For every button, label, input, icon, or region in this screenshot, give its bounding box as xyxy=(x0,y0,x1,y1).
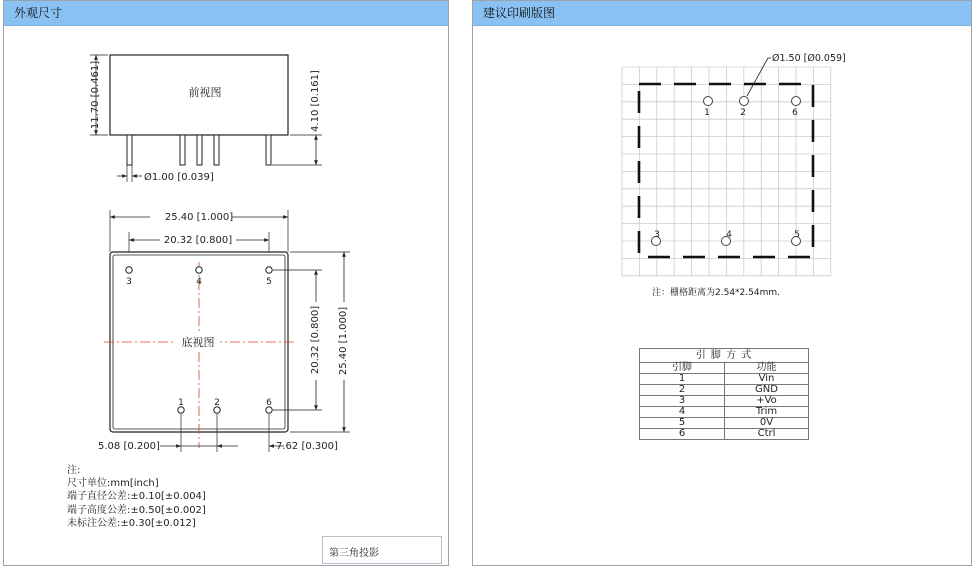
pin-number: 2 xyxy=(640,385,725,396)
front-pin xyxy=(266,135,271,165)
bottom-pin-label: 2 xyxy=(214,398,220,408)
front-pin xyxy=(180,135,185,165)
pin-function: Ctrl xyxy=(725,429,809,440)
pcb-hole-1 xyxy=(704,97,713,106)
note-line: 端子高度公差:±0.50[±0.002] xyxy=(67,504,206,516)
front-view-label: 前视图 xyxy=(188,86,222,99)
bottom-pin-label: 6 xyxy=(266,398,272,408)
bottom-pin-5 xyxy=(266,267,272,273)
front-height-dim: 11.70 [0.461] xyxy=(90,60,101,130)
table-row xyxy=(640,407,809,418)
pin-function: GND xyxy=(725,385,809,396)
bottom-offset-left-dim: 5.08 [0.200] xyxy=(98,441,160,452)
pin-table-caption: 引 脚 方 式 xyxy=(640,349,809,363)
pin-function: Trim xyxy=(725,407,809,418)
front-pin-diameter-dim: Ø1.00 [0.039] xyxy=(144,172,214,183)
bottom-pin-label: 1 xyxy=(178,398,184,408)
pcb-pin-label: 5 xyxy=(794,230,800,240)
note-line: 端子直径公差:±0.10[±0.004] xyxy=(67,491,206,503)
pcb-pin-label: 1 xyxy=(704,108,710,118)
front-pin xyxy=(127,135,132,165)
front-view xyxy=(90,55,322,183)
dimension-notes xyxy=(67,464,206,530)
pin-function: Vin xyxy=(725,374,809,385)
pin-function-table xyxy=(639,348,809,440)
projection-box xyxy=(322,536,442,564)
pin-number: 5 xyxy=(640,418,725,429)
bottom-view xyxy=(98,209,351,452)
front-pin xyxy=(214,135,219,165)
bottom-pin-label: 5 xyxy=(266,277,272,287)
bottom-pin-label: 3 xyxy=(126,277,132,287)
pcb-pin-label: 2 xyxy=(740,108,746,118)
pin-number: 6 xyxy=(640,429,725,440)
pin-number: 4 xyxy=(640,407,725,418)
pin-function: 0V xyxy=(725,418,809,429)
bottom-height-dim: 25.40 [1.000] xyxy=(338,306,349,376)
front-pin xyxy=(197,135,202,165)
table-row xyxy=(640,385,809,396)
dimensions-panel-title: 外观尺寸 xyxy=(4,1,448,26)
pin-table-header-pin: 引脚 xyxy=(640,363,725,374)
pin-number: 1 xyxy=(640,374,725,385)
pin-function: +Vo xyxy=(725,396,809,407)
table-row xyxy=(640,396,809,407)
front-pin-length-dim: 4.10 [0.161] xyxy=(310,70,321,132)
bottom-pin-span-vertical-dim: 20.32 [0.800] xyxy=(310,305,321,375)
pcb-hole-6 xyxy=(792,97,801,106)
note-line: 未标注公差:±0.30[±0.012] xyxy=(67,517,196,529)
bottom-offset-right-dim: 7.62 [0.300] xyxy=(276,441,338,452)
pcb-hole-dim: Ø1.50 [Ø0.059] xyxy=(772,53,846,64)
hole-leader xyxy=(747,58,768,96)
table-row xyxy=(640,429,809,440)
bottom-width-dim: 25.40 [1.000] xyxy=(164,212,234,223)
projection-label: 第三角投影 xyxy=(329,548,379,559)
pin-table-header-function: 功能 xyxy=(725,363,809,374)
bottom-pin-3 xyxy=(126,267,132,273)
pcb-pin-label: 6 xyxy=(792,108,798,118)
pcb-grid-note: 注：栅格距离为2.54*2.54mm. xyxy=(652,288,780,298)
bottom-pin-4 xyxy=(196,267,202,273)
notes-title: 注: xyxy=(67,465,81,476)
pcb-layout xyxy=(639,53,846,298)
pcb-pin-label: 3 xyxy=(654,230,660,240)
table-row xyxy=(640,418,809,429)
pin-number: 3 xyxy=(640,396,725,407)
note-line: 尺寸单位:mm[inch] xyxy=(67,478,159,490)
pcb-hole-2 xyxy=(740,97,749,106)
pcb-pin-label: 4 xyxy=(726,230,732,240)
bottom-view-label: 底视图 xyxy=(181,336,215,349)
table-row xyxy=(640,374,809,385)
bottom-pin-span-dim: 20.32 [0.800] xyxy=(163,235,233,246)
pcb-layout-panel-title: 建议印刷版图 xyxy=(473,1,971,26)
bottom-pin-label: 4 xyxy=(196,277,202,287)
